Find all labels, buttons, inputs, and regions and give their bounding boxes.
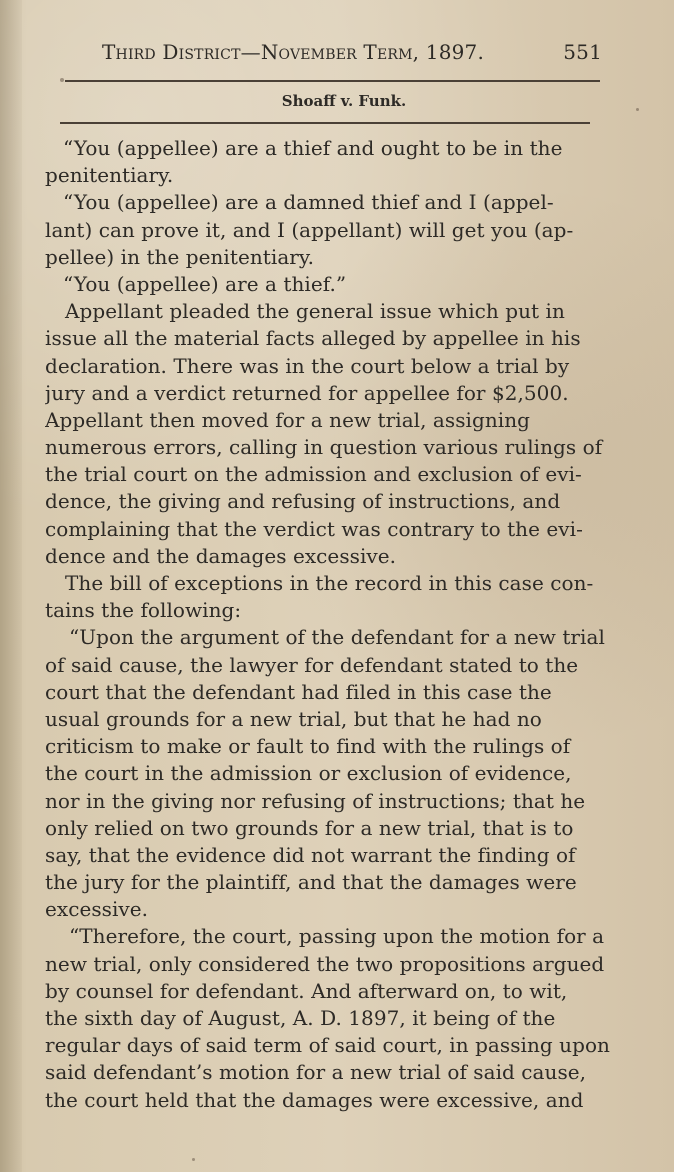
header-rule [65,80,600,82]
case-rule [60,122,590,124]
text-line: regular days of said term of said court, in passing upon [45,1033,610,1058]
text-line: said defendant’s motion for a new trial of said cause, [45,1060,587,1085]
text-line: “You (appellee) are a thief.” [63,271,347,296]
text-line: the sixth day of August, A. D. 1897, it being of the [45,1006,556,1030]
text-line: criticism to make or fault to find with the rulings of [45,734,571,759]
case-name: Shoaff v. Funk. [281,92,407,110]
text-line: issue all the material facts alleged by appellee in his [45,326,581,351]
text-line: by counsel for defendant. And afterward on, to wit, [45,978,568,1003]
text-line: The bill of exceptions in the record in this case con- [65,571,594,595]
text-line: numerous errors, calling in question various rulings of [45,435,603,460]
text-line: the jury for the plaintiff, and that the damages were [45,870,577,895]
page-number: 551 [563,40,602,64]
text-line: excessive. [45,897,149,922]
text-line: say, that the evidence did not warrant the finding of [45,842,576,867]
text-line: new trial, only considered the two propositions argued [45,951,605,976]
text-line: “Therefore, the court, passing upon the motion for a [69,924,605,949]
text-line: “You (appellee) are a damned thief and I (appel- [63,190,554,215]
text-line: court that the defendant had filed in this case the [45,679,552,704]
text-line: declaration. There was in the court below a trial by [45,353,570,378]
text-line: the court in the admission or exclusion of evidence, [45,761,572,786]
text-line: dence and the damages excessive. [45,543,397,568]
page-text [45,135,620,1114]
text-line: penitentiary. [45,163,174,188]
text-line: usual grounds for a new trial, but that he had no [45,706,542,731]
text-line: of said cause, the lawyer for defendant stated to the [45,652,579,677]
text-line: tains the following: [45,598,242,623]
ink-speck [192,1158,195,1161]
ink-speck [60,78,64,82]
text-line: the court held that the damages were excessive, and [45,1087,584,1112]
text-line: Appellant then moved for a new trial, assigning [45,407,530,432]
text-line: the trial court on the admission and exclusion of evi- [45,462,582,487]
running-header [102,40,602,72]
ink-speck [636,108,639,111]
header-title: Third District—November Term, 1897. [102,40,485,64]
text-line: nor in the giving nor refusing of instructions; that he [45,788,586,813]
text-line: dence, the giving and refusing of instructions, and [45,489,561,514]
text-line: “Upon the argument of the defendant for a new trial [69,625,605,650]
text-line: complaining that the verdict was contrary to the evi- [45,516,583,541]
text-line: jury and a verdict returned for appellee for $2,500. [45,380,569,405]
text-line: pellee) in the penitentiary. [45,244,314,269]
text-line: only relied on two grounds for a new trial, that is to [45,815,574,840]
text-line: lant) can prove it, and I (appellant) will get you (ap- [45,217,574,242]
binding-gutter [0,0,22,1172]
text-line: “You (appellee) are a thief and ought to be in the [63,136,563,160]
text-line: Appellant pleaded the general issue which put in [65,299,565,324]
